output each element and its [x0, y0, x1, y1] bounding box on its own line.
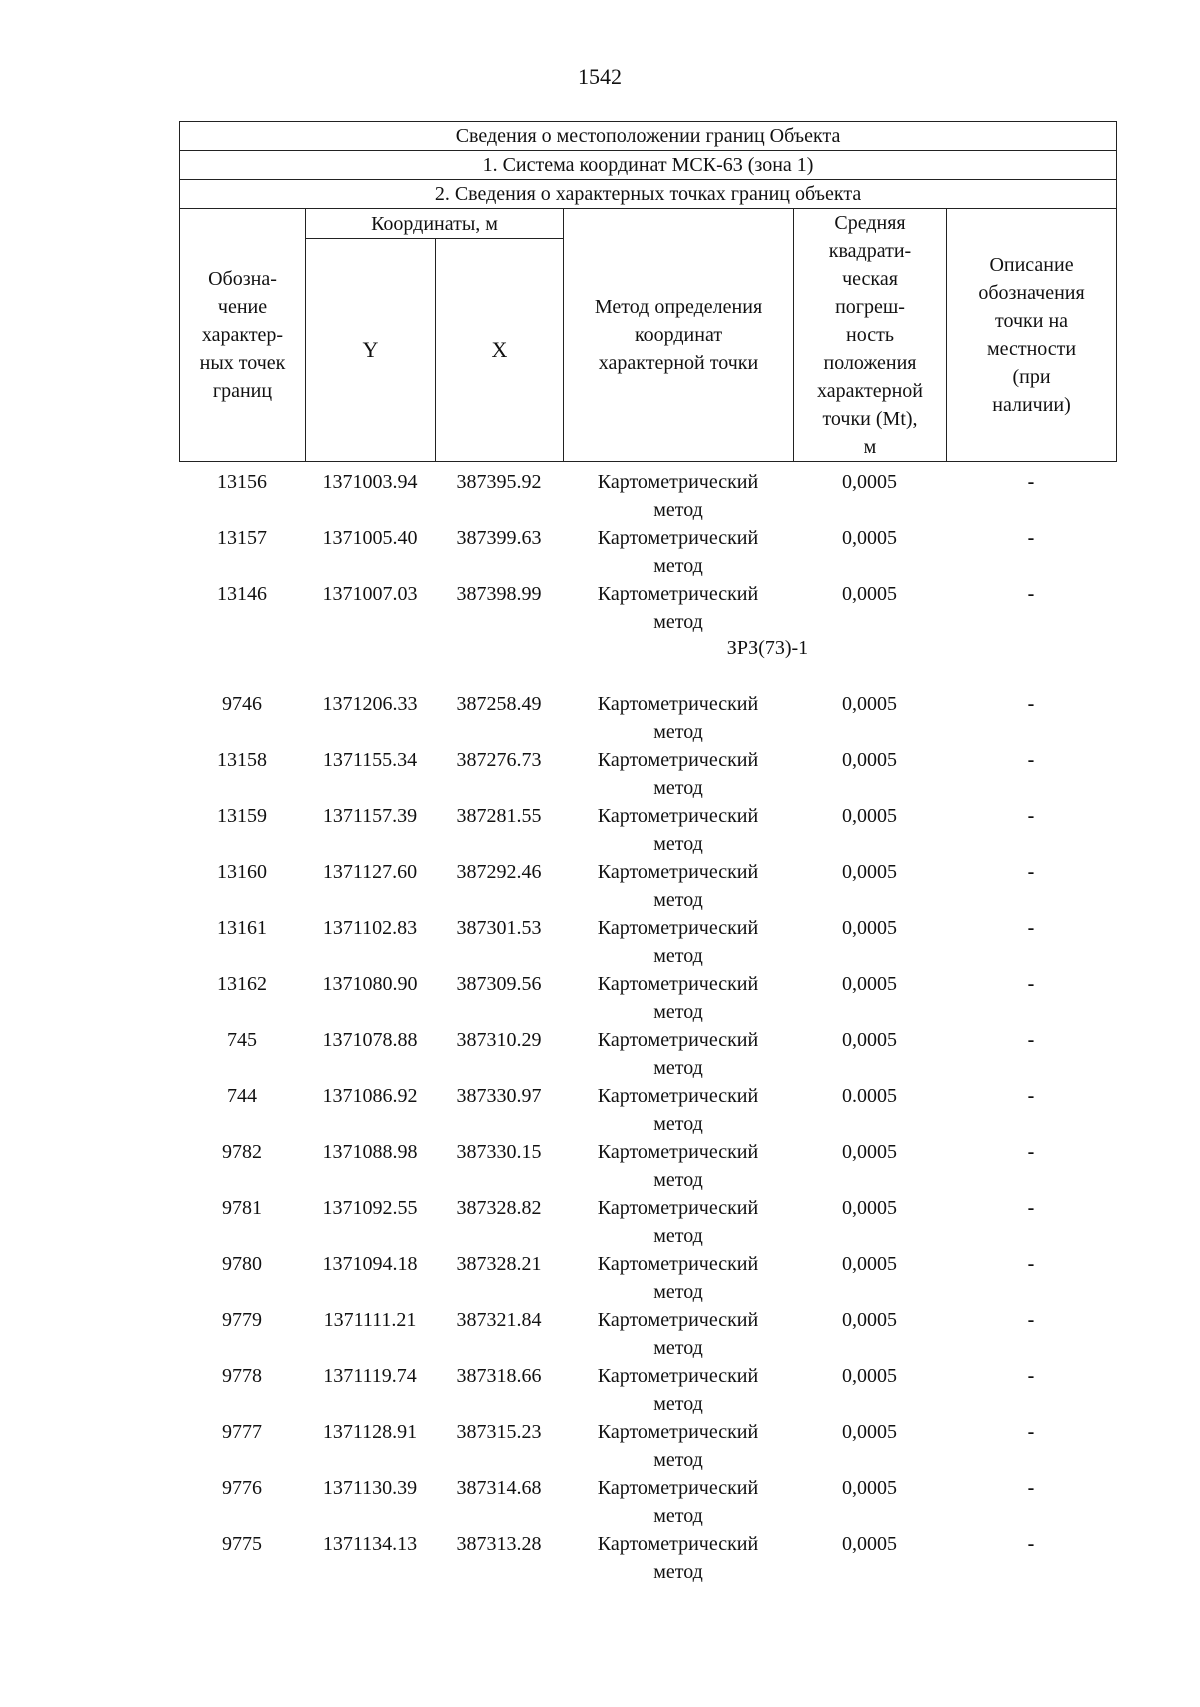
table-row: [179, 1474, 1116, 1530]
x-coordinate-cell: 387315.23: [456, 1421, 542, 1443]
point-cell: 9746: [222, 693, 262, 715]
point-cell: 745: [227, 1029, 257, 1051]
accuracy-cell: 0,0005: [842, 1141, 897, 1163]
table-row: [179, 1026, 1116, 1082]
method-line-1: Картометрический: [597, 1197, 759, 1219]
x-coordinate-cell: 387330.15: [456, 1141, 542, 1163]
table-row: [179, 1250, 1116, 1306]
method-cell: [563, 1418, 793, 1474]
method-line-1: Картометрический: [597, 1309, 759, 1331]
y-coordinate-cell: 1371094.18: [322, 1253, 418, 1275]
description-cell: -: [1027, 861, 1035, 883]
x-coordinate-cell: 387399.63: [456, 527, 542, 549]
method-line-2: метод: [653, 555, 703, 577]
x-coordinate-cell: 387318.66: [456, 1365, 542, 1387]
header-description: Описание обозначения точки на местности (при наличии): [947, 209, 1117, 462]
method-cell: [563, 802, 793, 858]
method-line-1: Картометрический: [597, 527, 759, 549]
method-cell: [563, 1362, 793, 1418]
method-line-1: Картометрический: [597, 693, 759, 715]
method-line-1: Картометрический: [597, 749, 759, 771]
x-coordinate-cell: 387276.73: [456, 749, 542, 771]
method-line-2: метод: [653, 1505, 703, 1527]
method-line-1: Картометрический: [597, 1141, 759, 1163]
method-line-1: Картометрический: [597, 917, 759, 939]
x-coordinate-cell: 387292.46: [456, 861, 542, 883]
table-row: [179, 1194, 1116, 1250]
x-coordinate-cell: 387281.55: [456, 805, 542, 827]
table-row: [179, 746, 1116, 802]
method-cell: [563, 1026, 793, 1082]
x-coordinate-cell: 387310.29: [456, 1029, 542, 1051]
point-cell: 9778: [222, 1365, 262, 1387]
point-cell: 9777: [222, 1421, 262, 1443]
accuracy-cell: 0,0005: [842, 1309, 897, 1331]
x-coordinate-cell: 387328.82: [456, 1197, 542, 1219]
accuracy-cell: 0,0005: [842, 693, 897, 715]
method-cell: [563, 914, 793, 970]
table-row: [179, 1530, 1116, 1586]
table-row: [179, 858, 1116, 914]
method-cell: [563, 858, 793, 914]
description-cell: -: [1027, 693, 1035, 715]
table-row: [179, 1306, 1116, 1362]
point-cell: 13161: [217, 917, 267, 939]
point-cell: 9782: [222, 1141, 262, 1163]
point-cell: 9775: [222, 1533, 262, 1555]
method-line-2: метод: [653, 1561, 703, 1583]
point-cell: 9780: [222, 1253, 262, 1275]
y-coordinate-cell: 1371155.34: [322, 749, 418, 771]
x-coordinate-cell: 387328.21: [456, 1253, 542, 1275]
point-cell: 13156: [217, 471, 267, 493]
y-coordinate-cell: 1371130.39: [322, 1477, 418, 1499]
accuracy-cell: 0,0005: [842, 973, 897, 995]
x-coordinate-cell: 387258.49: [456, 693, 542, 715]
description-cell: -: [1027, 805, 1035, 827]
y-coordinate-cell: 1371088.98: [322, 1141, 418, 1163]
table-row: [179, 1138, 1116, 1194]
method-line-1: Картометрический: [597, 1533, 759, 1555]
method-cell: [563, 468, 793, 524]
x-coordinate-cell: 387321.84: [456, 1309, 542, 1331]
table-row: [179, 468, 1116, 524]
description-cell: -: [1027, 1309, 1035, 1331]
header-y: Y: [306, 239, 436, 462]
y-coordinate-cell: 1371078.88: [322, 1029, 418, 1051]
description-cell: -: [1027, 1141, 1035, 1163]
method-line-2: метод: [653, 777, 703, 799]
point-cell: 13159: [217, 805, 267, 827]
method-line-2: метод: [653, 1337, 703, 1359]
y-coordinate-cell: 1371102.83: [322, 917, 418, 939]
accuracy-cell: 0,0005: [842, 1029, 897, 1051]
table-row: [179, 690, 1116, 746]
description-cell: -: [1027, 583, 1035, 605]
method-cell: [563, 1082, 793, 1138]
method-line-1: Картометрический: [597, 1421, 759, 1443]
method-line-2: метод: [653, 721, 703, 743]
method-line-1: Картометрический: [597, 805, 759, 827]
x-coordinate-cell: 387398.99: [456, 583, 542, 605]
method-line-2: метод: [653, 1449, 703, 1471]
method-line-2: метод: [653, 1169, 703, 1191]
accuracy-cell: 0,0005: [842, 861, 897, 883]
method-cell: [563, 1474, 793, 1530]
method-line-2: метод: [653, 945, 703, 967]
method-cell: [563, 524, 793, 580]
method-cell: [563, 970, 793, 1026]
header-x: X: [436, 239, 564, 462]
method-line-1: Картометрический: [597, 1477, 759, 1499]
table-subtitle: 2. Сведения о характерных точках границ объекта: [180, 180, 1117, 209]
description-cell: -: [1027, 1085, 1035, 1107]
point-cell: 9776: [222, 1477, 262, 1499]
method-cell: [563, 580, 793, 636]
boundary-points-header: [179, 121, 1117, 462]
description-cell: -: [1027, 1477, 1035, 1499]
accuracy-cell: 0,0005: [842, 527, 897, 549]
accuracy-cell: 0.0005: [842, 1085, 897, 1107]
method-line-1: Картометрический: [597, 583, 759, 605]
method-line-1: Картометрический: [597, 1029, 759, 1051]
description-cell: -: [1027, 973, 1035, 995]
method-cell: [563, 1138, 793, 1194]
accuracy-cell: 0,0005: [842, 1365, 897, 1387]
page-number: 1542: [578, 64, 622, 89]
x-coordinate-cell: 387309.56: [456, 973, 542, 995]
y-coordinate-cell: 1371003.94: [322, 471, 418, 493]
description-cell: -: [1027, 1365, 1035, 1387]
x-coordinate-cell: 387395.92: [456, 471, 542, 493]
accuracy-cell: 0,0005: [842, 583, 897, 605]
point-cell: 13162: [217, 973, 267, 995]
method-line-2: метод: [653, 1057, 703, 1079]
table-row: [179, 914, 1116, 970]
method-line-1: Картометрический: [597, 471, 759, 493]
header-point-designation: Обозна- чение характер- ных точек границ: [180, 209, 306, 462]
table-title: Сведения о местоположении границ Объекта: [180, 122, 1117, 151]
point-cell: 13158: [217, 749, 267, 771]
point-cell: 13157: [217, 527, 267, 549]
method-line-2: метод: [653, 1393, 703, 1415]
method-line-1: Картометрический: [597, 973, 759, 995]
method-line-2: метод: [653, 1113, 703, 1135]
method-line-2: метод: [653, 889, 703, 911]
method-cell: [563, 690, 793, 746]
y-coordinate-cell: 1371157.39: [322, 805, 418, 827]
accuracy-cell: 0,0005: [842, 749, 897, 771]
description-cell: -: [1027, 471, 1035, 493]
description-cell: -: [1027, 917, 1035, 939]
y-coordinate-cell: 1371111.21: [323, 1309, 417, 1331]
point-cell: 9781: [222, 1197, 262, 1219]
point-cell: 13160: [217, 861, 267, 883]
description-cell: -: [1027, 1029, 1035, 1051]
y-coordinate-cell: 1371128.91: [322, 1421, 418, 1443]
table-row: [179, 1082, 1116, 1138]
method-line-2: метод: [653, 499, 703, 521]
method-line-1: Картометрический: [597, 861, 759, 883]
accuracy-cell: 0,0005: [842, 471, 897, 493]
method-cell: [563, 1194, 793, 1250]
y-coordinate-cell: 1371127.60: [322, 861, 418, 883]
y-coordinate-cell: 1371134.13: [322, 1533, 418, 1555]
section-label-text: ЗРЗ(73)-1: [726, 637, 809, 659]
y-coordinate-cell: 1371119.74: [323, 1365, 417, 1387]
accuracy-cell: 0,0005: [842, 917, 897, 939]
description-cell: -: [1027, 1253, 1035, 1275]
y-coordinate-cell: 1371092.55: [322, 1197, 418, 1219]
point-cell: 744: [227, 1085, 257, 1107]
point-cell: 13146: [217, 583, 267, 605]
method-line-1: Картометрический: [597, 1365, 759, 1387]
accuracy-cell: 0,0005: [842, 1197, 897, 1219]
table-row: [179, 970, 1116, 1026]
coordinate-system: 1. Система координат МСК-63 (зона 1): [180, 151, 1117, 180]
method-cell: [563, 1530, 793, 1586]
accuracy-cell: 0,0005: [842, 1421, 897, 1443]
accuracy-cell: 0,0005: [842, 1477, 897, 1499]
point-cell: 9779: [222, 1309, 262, 1331]
section-label: [179, 636, 1116, 690]
y-coordinate-cell: 1371206.33: [322, 693, 418, 715]
method-cell: [563, 746, 793, 802]
y-coordinate-cell: 1371086.92: [322, 1085, 418, 1107]
method-cell: [563, 1306, 793, 1362]
table-row: [179, 802, 1116, 858]
table-row: [179, 1418, 1116, 1474]
table-row: [179, 524, 1116, 580]
method-line-2: метод: [653, 1225, 703, 1247]
description-cell: -: [1027, 527, 1035, 549]
y-coordinate-cell: 1371080.90: [322, 973, 418, 995]
table-row: [179, 580, 1116, 636]
description-cell: -: [1027, 1421, 1035, 1443]
header-method: Метод определения координат характерной точки: [564, 209, 794, 462]
method-line-1: Картометрический: [597, 1253, 759, 1275]
method-line-2: метод: [653, 611, 703, 633]
description-cell: -: [1027, 1197, 1035, 1219]
table-body: [179, 468, 1116, 1586]
x-coordinate-cell: 387313.28: [456, 1533, 542, 1555]
method-line-2: метод: [653, 1281, 703, 1303]
method-cell: [563, 1250, 793, 1306]
x-coordinate-cell: 387314.68: [456, 1477, 542, 1499]
accuracy-cell: 0,0005: [842, 1253, 897, 1275]
y-coordinate-cell: 1371007.03: [322, 583, 418, 605]
accuracy-cell: 0,0005: [842, 805, 897, 827]
description-cell: -: [1027, 1533, 1035, 1555]
method-line-1: Картометрический: [597, 1085, 759, 1107]
x-coordinate-cell: 387301.53: [456, 917, 542, 939]
y-coordinate-cell: 1371005.40: [322, 527, 418, 549]
header-accuracy: Средняя квадрати- ческая погреш- ность положения характерной точки (Mt), м: [794, 209, 947, 462]
x-coordinate-cell: 387330.97: [456, 1085, 542, 1107]
table-row: [179, 1362, 1116, 1418]
description-cell: -: [1027, 749, 1035, 771]
accuracy-cell: 0,0005: [842, 1533, 897, 1555]
header-coordinates: Координаты, м: [306, 209, 564, 239]
method-line-2: метод: [653, 1001, 703, 1023]
method-line-2: метод: [653, 833, 703, 855]
